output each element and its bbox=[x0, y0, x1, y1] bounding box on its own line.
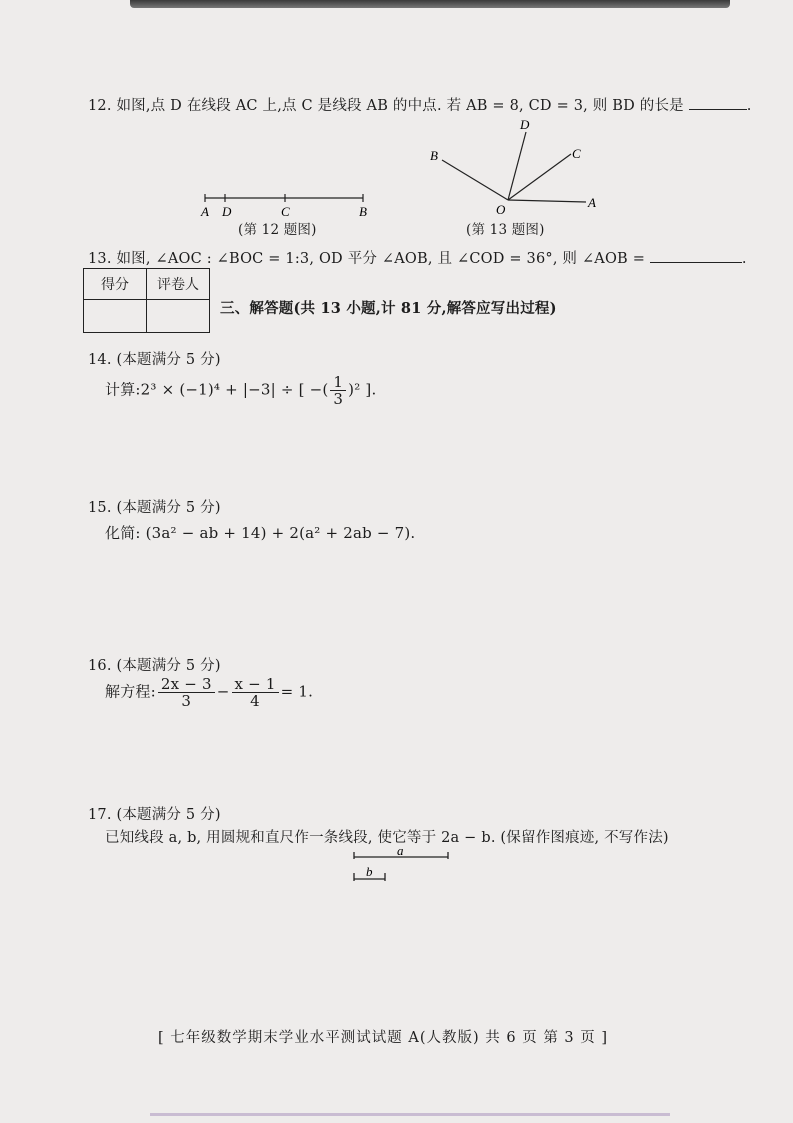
answer-blank-12[interactable] bbox=[689, 109, 747, 110]
score-header: 得分 bbox=[84, 269, 147, 300]
label-b: B bbox=[359, 204, 367, 219]
label-c: C bbox=[281, 204, 290, 219]
score-cell[interactable] bbox=[84, 300, 147, 333]
fraction-one-third bbox=[330, 374, 346, 407]
given-segments-figure bbox=[350, 845, 455, 885]
answer-blank-13[interactable] bbox=[650, 262, 742, 263]
scan-edge-bottom bbox=[150, 1113, 670, 1116]
grader-cell[interactable] bbox=[147, 300, 210, 333]
grader-header: 评卷人 bbox=[147, 269, 210, 300]
question-15-text: 化简: (3a² − ab + 14) + 2(a² + 2ab − 7). bbox=[105, 524, 416, 542]
question-17-text: 已知线段 a, b, 用圆规和直尺作一条线段, 使它等于 2a − b. (保留作图痕迹, 不写作法) bbox=[105, 830, 669, 846]
question-14-prefix: 计算: bbox=[105, 380, 141, 399]
fraction-right-denominator: 4 bbox=[250, 692, 260, 710]
question-14-body bbox=[105, 374, 376, 407]
question-13-period: . bbox=[741, 251, 747, 267]
score-table bbox=[83, 268, 210, 333]
question-14-suffix: )² ]. bbox=[348, 380, 377, 399]
segment-a-label: a bbox=[397, 845, 404, 858]
section-3-heading: 三、解答题(共 13 小题,计 81 分,解答应写出过程) bbox=[220, 300, 557, 317]
ray-oa bbox=[508, 200, 586, 202]
label-a: A bbox=[588, 195, 596, 210]
question-16-prefix: 解方程: bbox=[105, 682, 156, 701]
question-16-body bbox=[105, 676, 313, 709]
question-13 bbox=[88, 247, 747, 268]
question-15-heading: 15. (本题满分 5 分) bbox=[88, 500, 221, 516]
figure-13-caption: (第 13 题图) bbox=[466, 222, 545, 238]
ray-ob bbox=[442, 160, 508, 200]
fraction-left-numerator: 2x − 3 bbox=[158, 676, 215, 693]
question-16-suffix: = 1. bbox=[280, 682, 314, 701]
question-12 bbox=[88, 94, 752, 115]
question-13-text: 13. 如图, ∠AOC : ∠BOC = 1:3, OD 平分 ∠AOB, 且 ∠COD = 36°, 则 ∠AOB = bbox=[88, 251, 646, 267]
question-16-heading: 16. (本题满分 5 分) bbox=[88, 658, 221, 674]
page-footer: [ 七年级数学期末学业水平测试试题 A(人教版) 共 6 页 第 3 页 ] bbox=[158, 1030, 609, 1046]
figure-12-caption: (第 12 题图) bbox=[238, 222, 317, 238]
segment-b-label: b bbox=[366, 864, 373, 879]
question-14-heading: 14. (本题满分 5 分) bbox=[88, 352, 221, 368]
question-14-expr: 2³ × (−1)⁴ + |−3| ÷ [ −( bbox=[140, 380, 329, 399]
label-b: B bbox=[430, 148, 438, 163]
ray-od bbox=[508, 132, 526, 200]
question-17-heading: 17. (本题满分 5 分) bbox=[88, 807, 221, 823]
ray-oc bbox=[508, 154, 571, 200]
label-a: A bbox=[201, 204, 209, 219]
fraction-left-denominator: 3 bbox=[181, 692, 192, 710]
label-d: D bbox=[222, 204, 232, 219]
label-c: C bbox=[572, 146, 581, 161]
fraction-left bbox=[158, 676, 215, 709]
question-12-text: 12. 如图,点 D 在线段 AC 上,点 C 是线段 AB 的中点. 若 AB = 8, CD = 3, 则 BD 的长是 bbox=[88, 98, 684, 114]
fraction-numerator: 1 bbox=[330, 374, 346, 391]
fraction-right-numerator: x − 1 bbox=[232, 676, 279, 693]
fraction-right bbox=[232, 676, 279, 709]
minus-sign: − bbox=[216, 682, 230, 701]
label-o: O bbox=[496, 202, 506, 216]
figure-13-angles bbox=[428, 114, 608, 216]
question-12-period: . bbox=[746, 98, 752, 114]
label-d: D bbox=[520, 117, 530, 132]
fraction-denominator: 3 bbox=[333, 390, 344, 408]
scan-edge-top bbox=[130, 0, 730, 8]
